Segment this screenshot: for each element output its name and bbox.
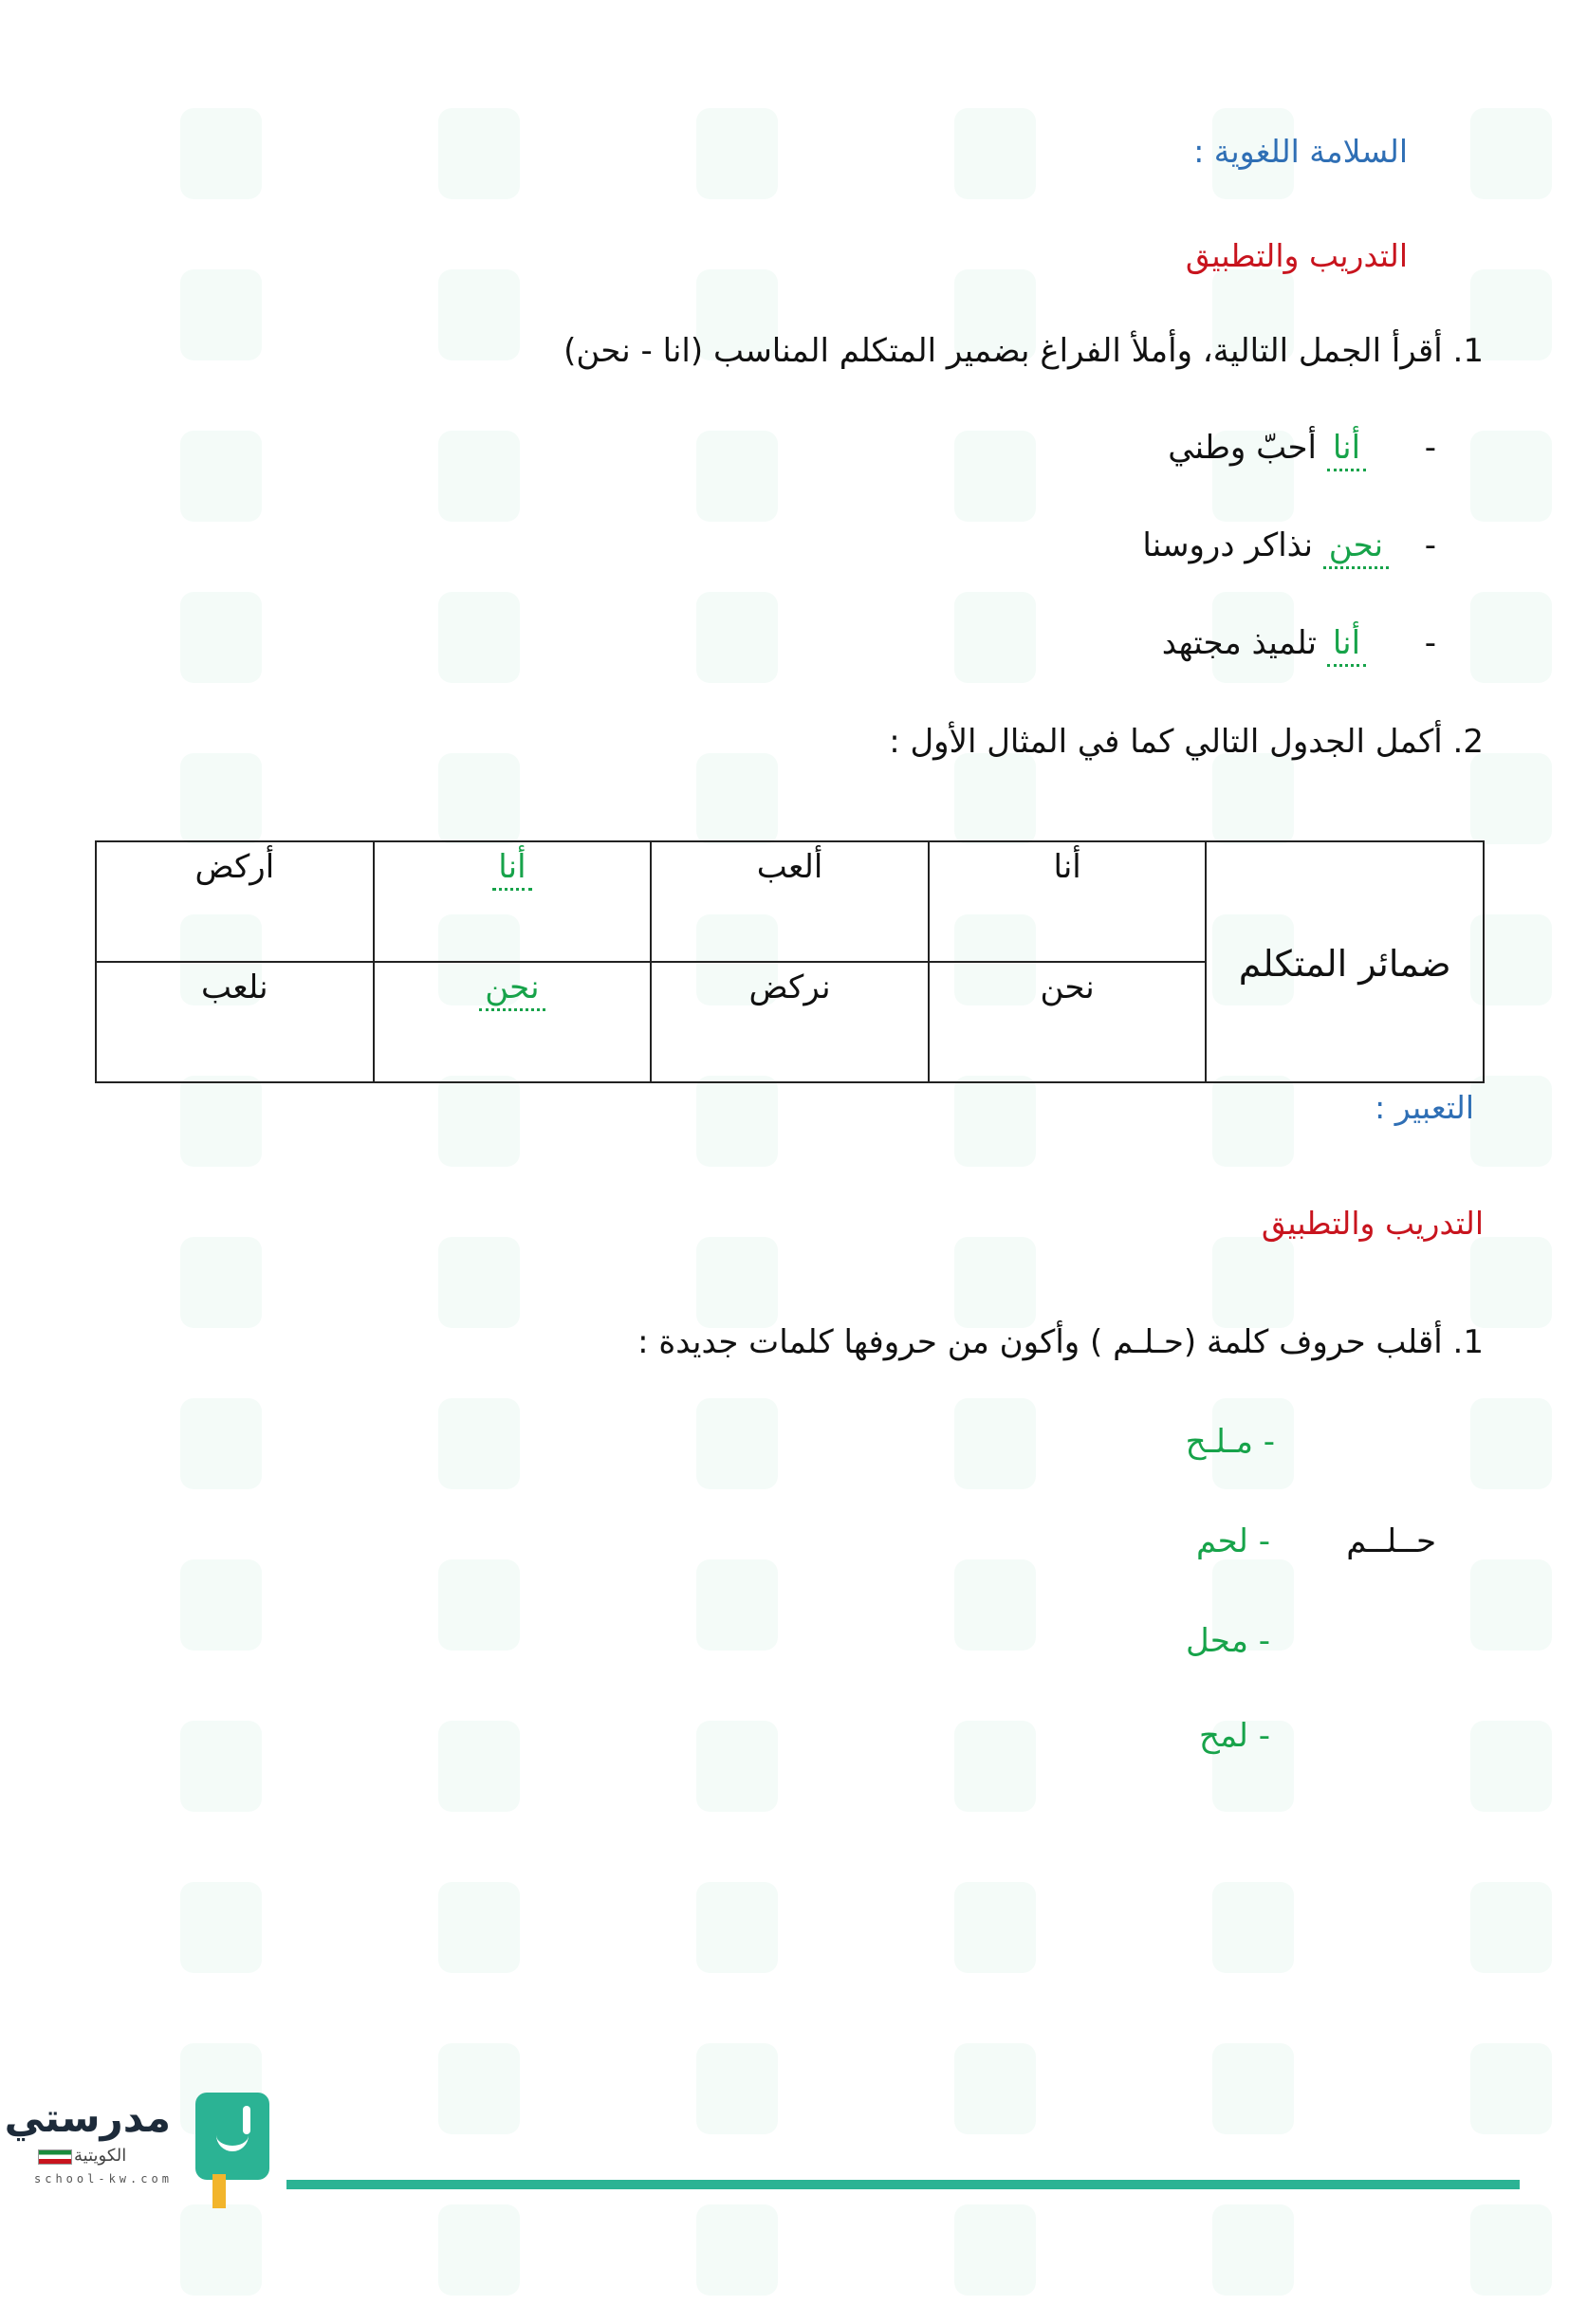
watermark-tile xyxy=(296,266,524,389)
logo-subtitle: الكويتية xyxy=(74,2146,127,2166)
watermark-logo-icon xyxy=(1470,2204,1552,2296)
watermark-logo-icon xyxy=(1212,753,1294,844)
watermark-logo-icon xyxy=(696,431,778,522)
watermark-logo-icon xyxy=(438,269,520,360)
watermark-logo-icon xyxy=(696,2043,778,2134)
table-cell xyxy=(374,841,652,962)
table-header-cell: ضمائر المتكلم xyxy=(1206,841,1484,1082)
watermark-logo-icon xyxy=(954,108,1036,199)
watermark-logo-icon xyxy=(1470,1721,1552,1812)
watermark-tile xyxy=(812,1556,1040,1679)
question-1 xyxy=(563,332,1484,370)
watermark-tile xyxy=(812,266,1040,389)
watermark-tile xyxy=(554,1717,782,1840)
watermark-tile xyxy=(296,1394,524,1518)
watermark-tile xyxy=(1328,2039,1556,2163)
watermark-tile xyxy=(554,1072,782,1195)
watermark-tile xyxy=(38,427,266,550)
watermark-tile xyxy=(1070,2039,1298,2163)
watermark-tile xyxy=(812,1394,1040,1518)
watermark-logo-icon xyxy=(438,431,520,522)
question-number: 2. xyxy=(1452,723,1484,761)
watermark-logo-icon xyxy=(438,1398,520,1489)
watermark-logo-icon xyxy=(438,108,520,199)
footer-divider xyxy=(286,2180,1520,2189)
watermark-tile xyxy=(296,588,524,711)
question-number: 1. xyxy=(1452,332,1484,370)
answer-blank: أنا xyxy=(1327,429,1366,471)
table-cell: نلعب xyxy=(96,962,374,1082)
watermark-tile xyxy=(38,1233,266,1356)
watermark-tile xyxy=(38,2201,266,2324)
watermark-logo-icon xyxy=(1470,592,1552,683)
watermark-tile xyxy=(38,1717,266,1840)
watermark-logo-icon xyxy=(438,1076,520,1167)
list-item xyxy=(1168,429,1436,471)
watermark-tile xyxy=(38,588,266,711)
table-cell: نحن xyxy=(929,962,1207,1082)
watermark-tile xyxy=(1070,1072,1298,1195)
watermark-tile xyxy=(1328,1878,1556,2001)
watermark-logo-icon xyxy=(954,1076,1036,1167)
list-dash: - xyxy=(1424,429,1436,467)
table-cell: أركض xyxy=(96,841,374,962)
watermark-tile xyxy=(812,104,1040,228)
watermark-logo-icon xyxy=(696,1076,778,1167)
watermark-tile xyxy=(38,1878,266,2001)
watermark-logo-icon xyxy=(180,1398,262,1489)
watermark-tile xyxy=(1328,1394,1556,1518)
watermark-logo-icon xyxy=(1470,1398,1552,1489)
watermark-tile xyxy=(812,1717,1040,1840)
watermark-logo-icon xyxy=(696,753,778,844)
list-dash: - xyxy=(1424,624,1436,662)
watermark-tile xyxy=(554,2039,782,2163)
watermark-tile xyxy=(38,1394,266,1518)
watermark-logo-icon xyxy=(954,1559,1036,1651)
sentence-text: أحبّ وطني xyxy=(1168,429,1317,467)
watermark-logo-icon xyxy=(180,108,262,199)
watermark-logo-icon xyxy=(1212,2043,1294,2134)
watermark-logo-icon xyxy=(180,1559,262,1651)
watermark-logo-icon xyxy=(954,753,1036,844)
table-cell xyxy=(374,962,652,1082)
watermark-logo-icon xyxy=(1470,2043,1552,2134)
watermark-tile xyxy=(1070,266,1298,389)
watermark-logo-icon xyxy=(696,592,778,683)
watermark-logo-icon xyxy=(438,753,520,844)
anagram-answer: - محل xyxy=(1186,1622,1270,1660)
logo-url: school-kw.com xyxy=(34,2172,173,2186)
watermark-logo-icon xyxy=(438,1882,520,1973)
watermark-tile xyxy=(554,266,782,389)
watermark-tile xyxy=(38,266,266,389)
question-number: 1. xyxy=(1452,1323,1484,1361)
watermark-tile xyxy=(812,1878,1040,2001)
list-dash: - xyxy=(1424,526,1436,564)
watermark-logo-icon xyxy=(1470,1882,1552,1973)
watermark-logo-icon xyxy=(696,1398,778,1489)
sentence-text: تلميذ مجتهد xyxy=(1161,624,1317,662)
watermark-logo-icon xyxy=(696,1882,778,1973)
section-subtitle-practice-2: التدريب والتطبيق xyxy=(1261,1205,1484,1242)
logo-icon xyxy=(195,2093,269,2180)
anagram-answer: - مـلـح xyxy=(1185,1423,1275,1461)
watermark-tile xyxy=(38,104,266,228)
anagram-answer: - لمح xyxy=(1198,1717,1270,1755)
watermark-tile xyxy=(38,1556,266,1679)
watermark-tile xyxy=(296,1072,524,1195)
watermark-logo-icon xyxy=(954,2204,1036,2296)
watermark-logo-icon xyxy=(1212,1882,1294,1973)
watermark-logo-icon xyxy=(954,1237,1036,1328)
watermark-tile xyxy=(554,2201,782,2324)
watermark-tile xyxy=(296,1717,524,1840)
watermark-tile xyxy=(554,1556,782,1679)
watermark-tile xyxy=(812,588,1040,711)
watermark-logo-icon xyxy=(696,1237,778,1328)
watermark-logo-icon xyxy=(438,1721,520,1812)
list-item xyxy=(1142,526,1436,569)
watermark-tile xyxy=(296,1878,524,2001)
watermark-logo-icon xyxy=(180,431,262,522)
section-title-language-safety: السلامة اللغوية : xyxy=(1193,133,1408,170)
watermark-tile xyxy=(296,1556,524,1679)
question-text: أكمل الجدول التالي كما في المثال الأول : xyxy=(889,723,1443,761)
watermark-tile xyxy=(1070,1556,1298,1679)
watermark-tile xyxy=(296,104,524,228)
question-2 xyxy=(889,723,1484,761)
anagram-word: حــلــم xyxy=(1346,1522,1436,1560)
watermark-tile xyxy=(296,2039,524,2163)
watermark-tile xyxy=(1328,1717,1556,1840)
kuwait-flag-icon xyxy=(38,2149,72,2165)
watermark-logo-icon xyxy=(954,1882,1036,1973)
answer-blank: نحن xyxy=(1323,526,1389,569)
table-answer: أنا xyxy=(492,848,531,891)
list-item xyxy=(1162,624,1436,667)
watermark-logo-icon xyxy=(1470,1559,1552,1651)
table-cell: ألعب xyxy=(651,841,929,962)
watermark-tile xyxy=(1070,2201,1298,2324)
watermark-tile xyxy=(38,1072,266,1195)
watermark-logo-icon xyxy=(180,753,262,844)
watermark-tile xyxy=(812,1072,1040,1195)
question-3 xyxy=(637,1323,1484,1361)
pronoun-table xyxy=(95,840,1485,1083)
watermark-tile xyxy=(554,104,782,228)
watermark-logo-icon xyxy=(180,2204,262,2296)
watermark-logo-icon xyxy=(180,1882,262,1973)
watermark-tile xyxy=(1328,2201,1556,2324)
table-cell: أنا xyxy=(929,841,1207,962)
watermark-tile xyxy=(296,427,524,550)
watermark-logo-icon xyxy=(1212,2204,1294,2296)
watermark-logo-icon xyxy=(954,1398,1036,1489)
watermark-logo-icon xyxy=(180,1237,262,1328)
watermark-logo-icon xyxy=(438,2043,520,2134)
watermark-logo-icon xyxy=(954,592,1036,683)
sentence-text: نذاكر دروسنا xyxy=(1142,526,1313,564)
section-subtitle-practice: التدريب والتطبيق xyxy=(1185,237,1408,274)
watermark-logo-icon xyxy=(1470,431,1552,522)
watermark-logo-icon xyxy=(1470,108,1552,199)
watermark-logo-icon xyxy=(1212,1237,1294,1328)
logo-text: مدرستي xyxy=(4,2094,171,2141)
watermark-tile xyxy=(812,2039,1040,2163)
watermark-logo-icon xyxy=(180,1721,262,1812)
watermark-tile xyxy=(554,427,782,550)
watermark-tile xyxy=(1070,1878,1298,2001)
section-title-expression: التعبير : xyxy=(1375,1089,1474,1126)
watermark-tile xyxy=(554,1394,782,1518)
watermark-tile xyxy=(812,2201,1040,2324)
watermark-tile xyxy=(554,588,782,711)
anagram-answer: - لحم xyxy=(1195,1522,1270,1560)
watermark-logo-icon xyxy=(696,108,778,199)
watermark-logo-icon xyxy=(954,2043,1036,2134)
watermark-tile xyxy=(296,1233,524,1356)
answer-blank: أنا xyxy=(1327,624,1366,667)
watermark-logo-icon xyxy=(1470,1237,1552,1328)
table-answer: نحن xyxy=(479,968,545,1011)
question-text: أقرأ الجمل التالية، وأملأ الفراغ بضمير المتكلم المناسب (انا - نحن) xyxy=(563,332,1443,370)
watermark-logo-icon xyxy=(180,1076,262,1167)
watermark-tile xyxy=(554,1878,782,2001)
watermark-logo-icon xyxy=(1470,1076,1552,1167)
watermark-tile xyxy=(812,427,1040,550)
watermark-logo-icon xyxy=(180,592,262,683)
watermark-tile xyxy=(296,2201,524,2324)
table-cell: نركض xyxy=(651,962,929,1082)
question-text: أقلب حروف كلمة (حـلـم ) وأكون من حروفها كلمات جديدة : xyxy=(637,1323,1443,1361)
watermark-logo-icon xyxy=(954,431,1036,522)
watermark-logo-icon xyxy=(180,269,262,360)
watermark-logo-icon xyxy=(696,1721,778,1812)
watermark-logo-icon xyxy=(1470,753,1552,844)
watermark-logo-icon xyxy=(438,1559,520,1651)
watermark-logo-icon xyxy=(954,1721,1036,1812)
watermark-logo-icon xyxy=(696,2204,778,2296)
watermark-tile xyxy=(1328,266,1556,389)
watermark-logo-icon xyxy=(438,2204,520,2296)
watermark-logo-icon xyxy=(1212,1076,1294,1167)
watermark-logo-icon xyxy=(696,1559,778,1651)
watermark-logo-icon xyxy=(438,592,520,683)
watermark-logo-icon xyxy=(438,1237,520,1328)
watermark-tile xyxy=(1328,1556,1556,1679)
